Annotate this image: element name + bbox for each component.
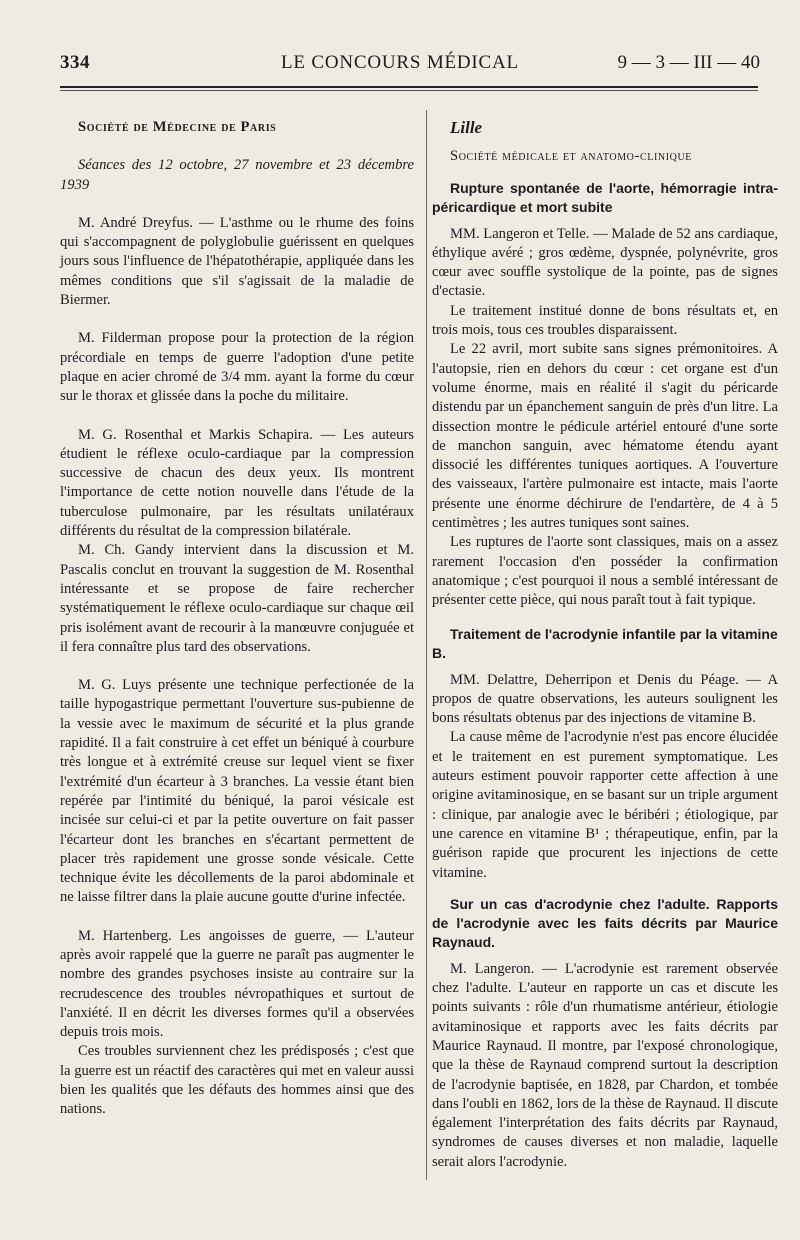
- page-number: 334: [60, 52, 90, 73]
- paragraph-gandy: M. Ch. Gandy intervient dans la discussion et M. Pascalis conclut en trouvant la suggestion de M. Rosenthal intéressante et se propose de faire rechercher systématiquement le réflexe oculo-cardiaque sur chaque œil pris isolément avant de recourir à la manœuvre conjuguée et il fera connaître plus tard des observations.: [60, 542, 414, 655]
- section-title: Société de Médecine de Paris: [78, 119, 277, 135]
- left-column: [60, 118, 414, 1120]
- article-aorte-p4: Les ruptures de l'aorte sont classiques, mais on a assez rarement l'occasion d'en posséder la confirmation anatomique ; c'est pourquoi il nous a semblé intéressant de présenter cette pièce, qui nous paraît tout à fait typique.: [432, 534, 778, 609]
- session-dates: Séances des 12 octobre, 27 novembre et 23 décembre 1939: [60, 157, 414, 193]
- article-acrodynie-p2: La cause même de l'acrodynie n'est pas encore élucidée et le traitement en est purement symptomatique. Les auteurs estiment pouvoir rapporter cette affection à une origine avitaminosique, en se basant sur un triple argument : clinique, par analogie avec le béribéri ; étiologique, par une carence en vitamine B¹ ; thérapeutique, enfin, par la guérison rapide que procurent les injections de cette vitamine.: [432, 729, 778, 881]
- right-column: [432, 118, 778, 1172]
- column-separator: [426, 110, 427, 1180]
- journal-title: LE CONCOURS MÉDICAL: [281, 52, 519, 73]
- issue-date: 9 — 3 — III — 40: [617, 52, 760, 73]
- article-aorte-p1: MM. Langeron et Telle. — Malade de 52 ans cardiaque, éthylique avéré ; gros œdème, dyspnée, polynévrite, gros cœur avec souffle systolique de la pointe, pas de signes d'ectasie.: [432, 225, 778, 300]
- paragraph-filderman: M. Filderman propose pour la protection de la région précordiale en temps de guerre l'adoption d'une petite plaque en acier chromé de 3/4 mm. ayant la forme du cœur sur le thorax et glissée dans la poche du militaire.: [60, 330, 414, 405]
- paragraph-hartenberg-2: Ces troubles surviennent chez les prédisposés ; c'est que la guerre est un réactif des caractères qui met en valeur aussi bien les qualités que les défauts des hommes ainsi que des nations.: [60, 1043, 414, 1118]
- city-heading: Lille: [450, 118, 483, 137]
- society-heading: Société médicale et anatomo-clinique: [450, 148, 692, 165]
- header-rule: [60, 86, 758, 88]
- article-title-aorte: Rupture spontanée de l'aorte, hémorragie intra-péricardique et mort subite: [432, 179, 778, 215]
- running-head: [0, 52, 800, 78]
- article-title-acrodynie-infantile: Traitement de l'acrodynie infantile par la vitamine B.: [432, 625, 778, 661]
- article-aorte-p2: Le traitement institué donne de bons résultats et, en trois mois, tous ces troubles disparaissent.: [432, 302, 778, 339]
- paragraph-luys: M. G. Luys présente une technique perfectionée de la taille hypogastrique permettant l'ouverture sus-pubienne de la vessie avec le maximum de sécurité et la plus grande rapidité. Il a fait construire à cet effet un béniqué à courbure très longue et à extrémité creuse sur lequel vient se fixer l'extrémité d'un écarteur à 3 branches. La vessie étant bien repérée par l'intimité du béniqué, la paroi vésicale est incisée sur celui-ci et par la petite ouverture on fait passer l'écarteur dont les branches en s'écartant permettent de placer très rapidement une grosse sonde vésicale. Cette technique évite les décollements de la paroi abdominale et ne laisse filtrer dans la plaie aucune goutte d'urine infectée.: [60, 677, 414, 906]
- article-acrodynie-p1: MM. Delattre, Deherripon et Denis du Péage. — A propos de quatre observations, les auteurs soulignent les bons résultats obtenus par des injections de vitamine B.: [432, 671, 778, 727]
- article-title-acrodynie-adulte: Sur un cas d'acrodynie chez l'adulte. Rapports de l'acrodynie avec les faits décrits par Maurice Raynaud.: [432, 895, 778, 950]
- article-aorte-p3: Le 22 avril, mort subite sans signes prémonitoires. A l'autopsie, rien en dehors du cœur : cet organe est d'un volume énorme, mais en réalité il s'agit du péricarde distendu par un épanchement sanguin de près d'un litre. La dissection montre le pédicule artériel entouré d'une sorte de manchon sanguin, avec hématome étendu ayant dissocié les différentes tuniques aortiques. A l'ouverture des vaisseaux, l'artère pulmonaire est intacte, mais l'aorte présente une énorme déchirure de l'endartère, de 4 à 5 centimètres ; les autres tuniques sont saines.: [432, 341, 778, 532]
- paragraph-dreyfus: M. André Dreyfus. — L'asthme ou le rhume des foins qui s'accompagnent de polyglobulie guérissent en quelques jours sous l'influence de l'hépatothérapie, appliquée dans les mêmes conditions que s'il s'agissait de la maladie de Biermer.: [60, 214, 414, 309]
- header-rule-thin: [60, 90, 758, 91]
- article-acrodynie-adulte-p1: M. Langeron. — L'acrodynie est rarement observée chez l'adulte. L'auteur en rapporte un cas et discute les points suivants : rôle d'un rhumatisme antérieur, étiologie avitaminosique et rapports avec les faits décrits par Maurice Raynaud. Il montre, par l'exposé chronologique, que la thèse de Raynaud comprend surtout la description de l'acrodynie baptisée, en 1828, par Chardon, et tombée dans l'oubli en 1862, lors de la thèse de Raynaud. Il discute également l'interprétation des faits décrits par Raynaud, syndromes de causes diverses et non maladie, laquelle serait alors l'acrodynie.: [432, 960, 778, 1170]
- paragraph-rosenthal: M. G. Rosenthal et Markis Schapira. — Les auteurs étudient le réflexe oculo-cardiaque par la compression successive de chacun des deux yeux. Ils montrent l'importance de cette notion nouvelle dans l'étude de la tuberculose pulmonaire, par les résultats unilatéraux différents du résultat de la compression bilatérale.: [60, 426, 414, 540]
- paragraph-hartenberg: M. Hartenberg. Les angoisses de guerre, — L'auteur après avoir rappelé que la guerre ne paraît pas augmenter le nombre des grandes psychoses insiste au contraire sur la recrudescence des troubles névropathiques et surtout de l'anxiété. Il en décrit les diverses formes qu'il a observées depuis trois mois.: [60, 927, 414, 1041]
